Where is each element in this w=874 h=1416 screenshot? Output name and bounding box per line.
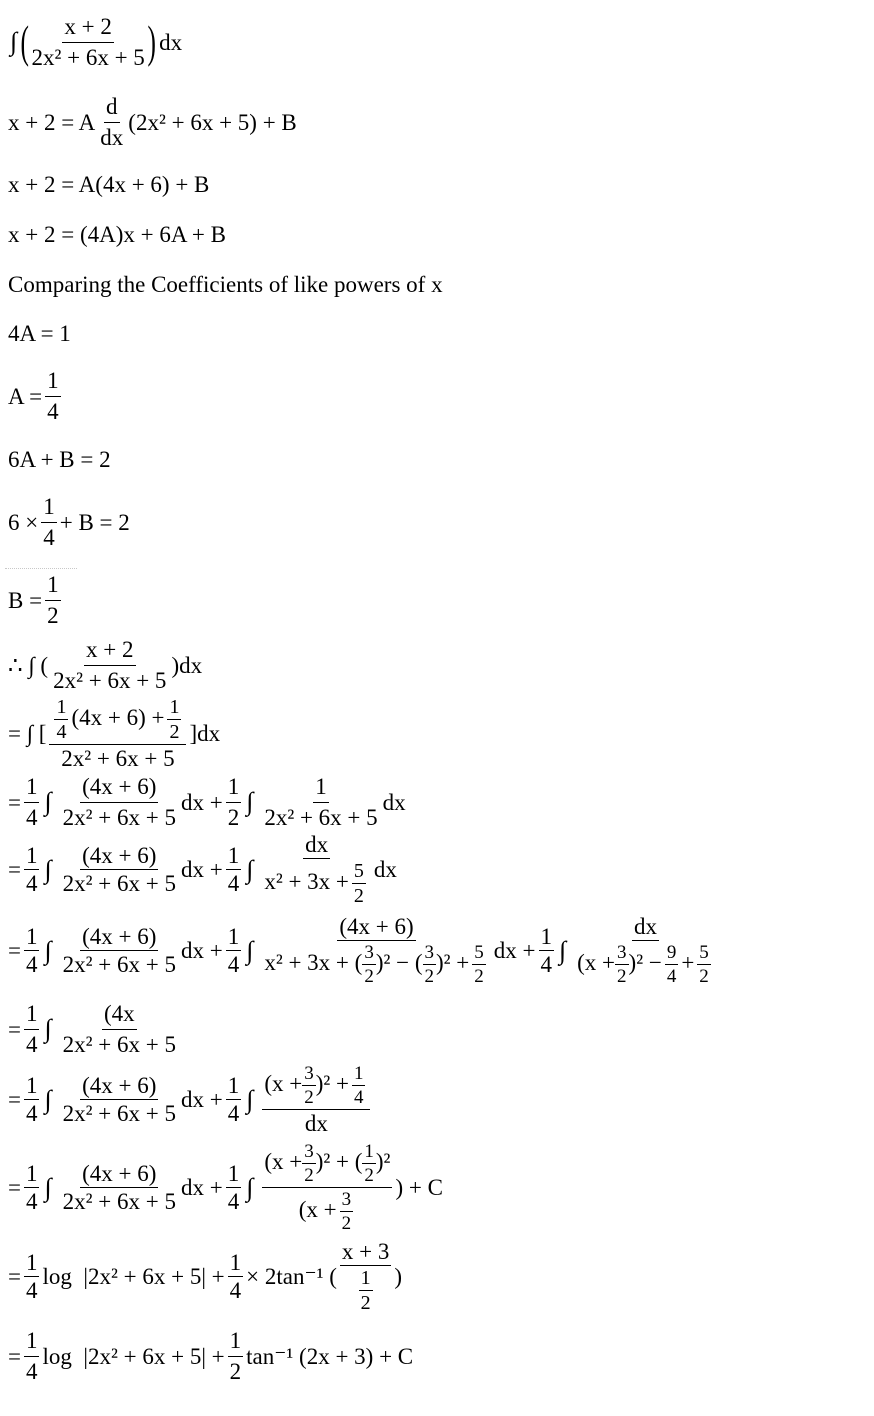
line-19: = $\frac{1}{4}$ log |2x² + 6x + 5| + $\frac{1}{4}$ × 2tan⁻¹ ( $\frac{x + 3}{\frac{1}{2}}$ ) bbox=[8, 1239, 403, 1314]
fraction: $\frac{1}{2}$ bbox=[47, 572, 59, 628]
line-8: 6A + B = 2 bbox=[8, 447, 111, 472]
fraction: $\frac{1}{4}$ (4x + 6) + $\frac{1}{2}$ 2x² + 6x + 5 bbox=[49, 697, 186, 770]
integral-sign: ∫ bbox=[10, 27, 18, 57]
fraction: $\frac{x + 2}{\text{2x² + 6x + 5}}$ bbox=[31, 14, 145, 70]
fraction: $\frac{1}{4}$ bbox=[43, 494, 55, 550]
fraction: $\frac{x + 2}{\text{2x² + 6x + 5}}$ bbox=[53, 637, 167, 693]
line-3: x + 2 = A(4x + 6) + B bbox=[8, 172, 210, 197]
line-therefore: ∴ ∫ ( $\frac{x + 2}{\text{2x² + 6x + 5}}$ )dx bbox=[8, 637, 203, 693]
line-a-value: A = $\frac{1}{4}$ bbox=[8, 368, 59, 424]
derivative-operator: $\frac{d}{dx}$ bbox=[100, 94, 124, 150]
line-15: = $\frac{1}{4}$ ∫ $\frac{(4x + 6)}{\text{2x² + 6x + 5}}$ dx + $\frac{1}{4}$ ∫ (4x + 6) x² + 3x + ( $\frac{3}{2}$ )² − ( $\frac{3}{2}$ )² + $\frac{5}{2}$ dx + $\frac{1}{4}$ ∫ dx (x + $\frac{3}{2}$ )² − $\frac{9}{4}$ + $\frac{5}{2}$ bbox=[8, 914, 709, 987]
line-17: = $\frac{1}{4}$ ∫ $\frac{(4x + 6)}{\text{2x² + 6x + 5}}$ dx + $\frac{1}{4}$ ∫ (x + $\frac{3}{2}$ )² + $\frac{1}{4}$ dx bbox=[8, 1064, 373, 1135]
line-16: = $\frac{1}{4}$ ∫ $\frac{(4x}{\text{2x² + 6x + 5}}$ bbox=[8, 1001, 176, 1057]
line-6: 4A = 1 bbox=[8, 321, 71, 346]
line-integral: ∫ ( $\frac{x + 2}{\text{2x² + 6x + 5}}$ ) dx bbox=[10, 14, 183, 70]
line-4: x + 2 = (4A)x + 6A + B bbox=[8, 222, 226, 247]
line-comparing: Comparing the Coefficients of like powers of x bbox=[8, 272, 443, 297]
dotted-divider bbox=[5, 568, 77, 569]
line-partial-setup: x + 2 = A $\frac{d}{dx}$ (2x² + 6x + 5) + B bbox=[8, 94, 297, 150]
line-12: = ∫ [ $\frac{1}{4}$ (4x + 6) + $\frac{1}{2}$ 2x² + 6x + 5 ]dx bbox=[8, 696, 221, 771]
line-14: = $\frac{1}{4}$ ∫ $\frac{(4x + 6)}{\text{2x² + 6x + 5}}$ dx + $\frac{1}{4}$ ∫ dx x² + 3x + $\frac{5}{2}$ dx bbox=[8, 832, 397, 907]
line-18: = $\frac{1}{4}$ ∫ $\frac{(4x + 6)}{\text{2x² + 6x + 5}}$ dx + $\frac{1}{4}$ ∫ (x + $\frac{3}{2}$ )² + ( $\frac{1}{2}$ )² (x + $\frac{3}{2}$ ) + C bbox=[8, 1141, 443, 1234]
line-13: = $\frac{1}{4}$ ∫ $\frac{(4x + 6)}{\text{2x² + 6x + 5}}$ dx + $\frac{1}{2}$ ∫ $\frac{1}{\text{2x² + 6x + 5}}$ dx bbox=[8, 774, 406, 830]
fraction: $\frac{1}{4}$ bbox=[47, 368, 59, 424]
line-final-answer: = $\frac{1}{4}$ log |2x² + 6x + 5| + $\frac{1}{2}$ tan⁻¹ (2x + 3) + C bbox=[8, 1328, 414, 1384]
line-9: 6 × $\frac{1}{4}$ + B = 2 bbox=[8, 494, 130, 550]
line-b-value: B = $\frac{1}{2}$ bbox=[8, 572, 59, 628]
